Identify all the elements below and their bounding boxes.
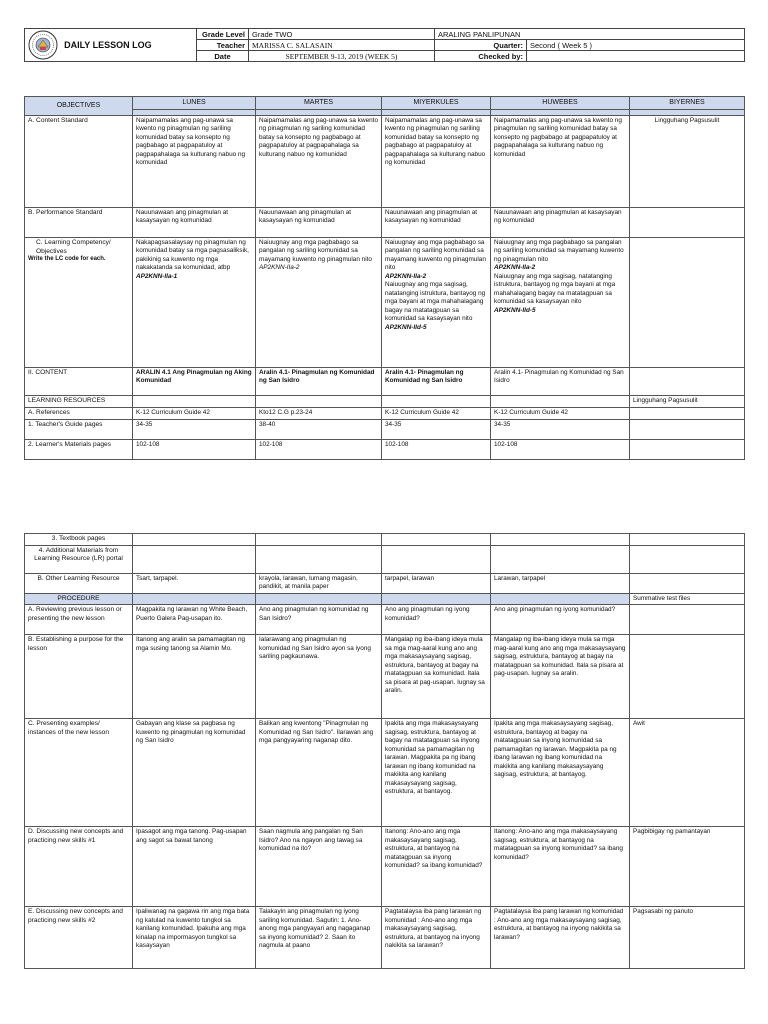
date-label: Date: [197, 51, 249, 62]
table-row: [25, 238, 745, 368]
cell-other-resources-martes: krayola, larawan, lumang magasin, pandikit, at manila paper: [256, 573, 382, 593]
competency-label: C. Learning Competency/ Objectives: [36, 239, 111, 255]
checked-by-value: [527, 51, 745, 62]
cell-presenting-biyernes: Awit: [630, 719, 745, 827]
cell-learning-resources-biyernes: Lingguhang Pagsusulit: [630, 396, 745, 408]
row-label-competency: [25, 238, 133, 368]
row-label-other-resources: B. Other Learning Resource: [25, 573, 133, 593]
cell-teachers-guide-lunes: 34-35: [133, 419, 256, 439]
cell-content-standard-miyerkules: Naipamamalas ang pag-unawa sa kwento ng pinagmulan ng sariling komunidad batay sa konsepto ng pagbabago at pagpapatuloy at pagpapahalaga sa kulturang nabuo ng komunidad: [382, 116, 491, 208]
cell-purpose-huwebes: Mangalap ng iba-ibang ideya mula sa mga mag-aaral kung ano ang mga makasaysayang sagisag, estruktura, bantayog at bagay na matatagpuan sa komunidad. Itala sa pisara at pag-usapan. Iugnay sa aralin.: [491, 635, 630, 719]
document-title: DAILY LESSON LOG: [64, 40, 152, 50]
cell-discussing2-huwebes: Pagtatalaysa iba pang larawan ng komunidad : Ano-ano ang mga makasaysayang sagisag, estruktura, at bantayog na inyong nakikita sa larawan?: [491, 907, 630, 969]
cell-learners-materials-martes: 102-108: [256, 439, 382, 459]
competency-huwebes-text: Naiuugnay ang mga pagbabago sa pangalan ng sariling komunidad sa mayamang kuwento ng pinagmulan nito: [494, 239, 624, 263]
cell-teachers-guide-biyernes: [630, 419, 745, 439]
cell-purpose-martes: Ialarawang ang pinagmulan ng komunidad ng San Isidro ayon sa iyong sariling pagkaunawa.: [256, 635, 382, 719]
competency-note: Write the LC code for each.: [28, 256, 106, 263]
row-label-additional-materials: 4. Additional Materials from Learning Resource (LR) portal: [25, 545, 133, 573]
lesson-table-part2: [24, 533, 745, 969]
competency-martes-code: AP2KNN-IIa-2: [259, 264, 300, 272]
cell-other-resources-huwebes: Larawan, tarpapel: [491, 573, 630, 593]
competency-huwebes-code-2: AP2KNN-IId-5: [494, 306, 536, 314]
competency-huwebes-code: AP2KNN-IIa-2: [494, 264, 536, 272]
competency-huwebes-text-2: Naiuugnay ang mga sagisag, natatanging istruktura, bantayog ng mga bayani at mga mahahalagang bagay na matatagpuan sa komunidad sa kasaysayan nito: [494, 272, 616, 306]
day-header-huwebes: HUWEBES: [491, 97, 630, 110]
cell-reviewing-miyerkules: Ano ang pinagmulan ng iyong komunidad?: [382, 605, 491, 635]
competency-lunes-code: AP2KNN-IIa-1: [136, 272, 178, 280]
row-label-procedure: PROCEDURE: [25, 593, 133, 605]
competency-miyerkules-code-2: AP2KNN-IId-5: [385, 323, 427, 331]
date-value: SEPTEMBER 9-13, 2019 (WEEK 5): [249, 51, 435, 62]
table-row: [25, 719, 745, 827]
cell-presenting-miyerkules: Ipakita ang mga makasaysayang sagisag, estruktura, bantayog at bagay na matatagpuan sa inyong komunidad sa pamamagitan ng larawan. Magpakita pa ng ibang larawan ng ibang komunidad na makikita ang kanilang makasaysayang sagisag, estruktura, at bantayog.: [382, 719, 491, 827]
cell-performance-lunes: Nauunawaan ang pinagmulan at kasaysayan ng komunidad: [133, 208, 256, 238]
competency-miyerkules-text-2: Naiuugnay ang mga sagisag, natatanging istruktura, bantayog ng mga bayani at mga mahahalagang bagay na matatagpuan sa komunidad sa kasaysayan nito: [385, 281, 486, 323]
header-logo-cell: [25, 29, 197, 62]
table-row: [25, 208, 745, 238]
cell-reviewing-lunes: Magpakita ng larawan ng White Beach, Puerto Galera Pag-usapan ito.: [133, 605, 256, 635]
cell-presenting-huwebes: Ipakita ang mga makasaysayang sagisag, estruktura, bantayog at bagay na matatagpuan sa inyong komunidad sa pamamagitan ng larawan. Magpakita pa ng ibang larawan ng ibang komunidad na makikita ang kanilang makasaysayang sagisag, estruktura, at bantayog.: [491, 719, 630, 827]
checked-by-label: Checked by:: [435, 51, 527, 62]
cell-discussing1-miyerkules: Itanong: Ano-ano ang mga makasaysayang sagisag, estruktura, at bantayog na matatagpuan sa inyong komunidad? sa ibang komunidad?: [382, 827, 491, 907]
table-row: [25, 907, 745, 969]
cell-discussing2-lunes: Ipaliwanag na gagawa rin ang mga bata ng katulad na kuwento tungkol sa kanilang komunidad. Ipakuha ang mga kinalap na impormasyon tungkol sa kasaysayan: [133, 907, 256, 969]
cell-learners-materials-lunes: 102-108: [133, 439, 256, 459]
objectives-header: OBJECTIVES: [25, 97, 133, 116]
cell-teachers-guide-huwebes: 34-35: [491, 419, 630, 439]
lesson-table-part1: [24, 96, 745, 460]
day-header-lunes: LUNES: [133, 97, 256, 110]
cell-reviewing-huwebes: Ano ang pinagmulan ng iyong komunidad?: [491, 605, 630, 635]
table-row: [25, 593, 745, 605]
cell-performance-martes: Nauunawaan ang pinagmulan at kasaysayan ng komunidad: [256, 208, 382, 238]
teacher-label: Teacher: [197, 40, 249, 51]
table-row: [25, 396, 745, 408]
cell-performance-miyerkules: Nauunawaan ang pinagmulan at kasaysayan ng komunidad: [382, 208, 491, 238]
row-label-content-standard: A. Content Standard: [25, 116, 133, 208]
table-row: [25, 635, 745, 719]
competency-lunes-text: Nakapagsasalaysay ng pinagmulan ng komunidad batay sa mga pagsasaliksik, pakikinig sa kuwento ng mga nakakatanda sa komunidad, atbp: [136, 239, 249, 272]
cell-content-standard-huwebes: Naipamamalas ang pag-unawa sa kwento ng pinagmulan ng sariling komunidad batay sa konsepto ng pagbabago at pagpapatuloy at pagpapahalaga sa kulturang nabuo ng komunidad: [491, 116, 630, 208]
cell-references-lunes: K-12 Curriculum Guide 42: [133, 408, 256, 420]
cell-discussing1-huwebes: Itanong: Ano-ano ang mga makasaysayang sagisag, estruktura, at bantayog na matatagpuan sa inyong komunidad? sa ibang komunidad?: [491, 827, 630, 907]
row-label-learning-resources: LEARNING RESOURCES: [25, 396, 133, 408]
cell-learners-materials-miyerkules: 102-108: [382, 439, 491, 459]
table-row: [25, 116, 745, 208]
table-row: [25, 827, 745, 907]
row-label-presenting: C. Presenting examples/ instances of the new lesson: [25, 719, 133, 827]
row-label-purpose: B. Establishing a purpose for the lesson: [25, 635, 133, 719]
cell-purpose-biyernes: [630, 635, 745, 719]
cell-references-martes: Kto12 C.G p.23-24: [256, 408, 382, 420]
cell-content-martes: Aralin 4.1- Pinagmulan ng Komunidad ng San Isidro: [256, 368, 382, 396]
cell-teachers-guide-miyerkules: 34-35: [382, 419, 491, 439]
quarter-label: Quarter:: [435, 40, 527, 51]
quarter-value: Second ( Week 5 ): [527, 40, 745, 51]
cell-learners-materials-biyernes: [630, 439, 745, 459]
table-row: [25, 439, 745, 459]
cell-competency-biyernes: [630, 238, 745, 368]
cell-competency-miyerkules: [382, 238, 491, 368]
cell-procedure-biyernes: Summative test files: [630, 593, 745, 605]
cell-discussing2-miyerkules: Pagtatalaysa iba pang larawan ng komunidad : Ano-ano ang mga makasaysayang sagisag, estruktura, at bantayog na inyong nakikita sa larawan?: [382, 907, 491, 969]
row-label-references: A. References: [25, 408, 133, 420]
cell-content-lunes: ARALIN 4.1 Ang Pinagmulan ng Aking Komunidad: [133, 368, 256, 396]
cell-competency-martes: [256, 238, 382, 368]
subject-value: ARALING PANLIPUNAN: [435, 29, 745, 40]
row-label-learners-materials: 2. Learner's Materials pages: [25, 439, 133, 459]
row-label-reviewing: A. Reviewing previous lesson or presenting the new lesson: [25, 605, 133, 635]
cell-content-huwebes: Aralin 4.1- Pinagmulan ng Komunidad ng San Isidro: [491, 368, 630, 396]
cell-references-miyerkules: K-12 Curriculum Guide 42: [382, 408, 491, 420]
cell-content-standard-lunes: Naipamamalas ang pag-unawa sa kwento ng pinagmulan ng sariling komunidad batay sa konsepto ng pagbabago at pagpapatuloy at pagpapahalaga sa kulturang nabuo ng komunidad: [133, 116, 256, 208]
table-row: [25, 573, 745, 593]
row-label-content: II. CONTENT: [25, 368, 133, 396]
table-row: [25, 368, 745, 396]
cell-discussing1-biyernes: Pagbibigay ng pamantayan: [630, 827, 745, 907]
cell-content-miyerkules: Aralin 4.1- Pinagmulan ng Komunidad ng San Isidro: [382, 368, 491, 396]
row-label-discussing-2: E. Discussing new concepts and practicing new skills #2: [25, 907, 133, 969]
cell-performance-biyernes: [630, 208, 745, 238]
cell-reviewing-martes: Ano ang pinagmulan ng komunidad ng San Isidro?: [256, 605, 382, 635]
grade-level-label: Grade Level: [197, 29, 249, 40]
row-label-teachers-guide: 1. Teacher's Guide pages: [25, 419, 133, 439]
cell-references-biyernes: [630, 408, 745, 420]
day-header-miyerkules: MIYERKULES: [382, 97, 491, 110]
cell-teachers-guide-martes: 38-40: [256, 419, 382, 439]
cell-purpose-miyerkules: Mangalap ng iba-ibang ideya mula sa mga mag-aaral kung ano ang mga makasaysayang sagisag, estruktura, bantayog at bagay na matatagpuan sa komunidad. Itala sa pisara at pag-usapan. Iugnay sa aralin.: [382, 635, 491, 719]
row-label-discussing-1: D. Discussing new concepts and practicing new skills #1: [25, 827, 133, 907]
cell-other-resources-lunes: Tsart, tarpapel.: [133, 573, 256, 593]
cell-other-resources-miyerkules: tarpapel, larawan: [382, 573, 491, 593]
competency-miyerkules-text: Naiuugnay ang mga pagbabago sa pangalan ng sariling komunidad sa mayamang kuwento ng pinagmulan nito: [385, 239, 486, 272]
table-row: [25, 534, 745, 546]
row-label-textbook: 3. Textbook pages: [25, 534, 133, 546]
grade-level-value: Grade TWO: [249, 29, 435, 40]
cell-competency-huwebes: [491, 238, 630, 368]
table-row: [25, 408, 745, 420]
row-label-performance-standard: B. Performance Standard: [25, 208, 133, 238]
day-header-biyernes: BIYERNES: [630, 97, 745, 110]
cell-performance-huwebes: Nauunawaan ang pinagmulan at kasaysayan ng komunidad: [491, 208, 630, 238]
table-row: [25, 605, 745, 635]
table-row: [25, 545, 745, 573]
cell-content-standard-martes: Naipamamalas ang pag-unawa sa kwento ng pinagmulan ng sariling komunidad batay sa konsepto ng pagbabago at pagpapatuloy at pagpapahalaga sa kulturang nabuo ng komunidad: [256, 116, 382, 208]
table-row: [25, 419, 745, 439]
cell-learners-materials-huwebes: 102-108: [491, 439, 630, 459]
cell-reviewing-biyernes: [630, 605, 745, 635]
competency-martes-text: Naiuugnay ang mga pagbabago sa pangalan ng sariling komunidad sa mayamang kuwento ng pinagmulan nito: [259, 239, 372, 263]
cell-discussing1-lunes: Ipasagot ang mga tanong. Pag-usapan ang sagot sa bawat tanong: [133, 827, 256, 907]
cell-discussing1-martes: Saan nagmula ang pangalan ng San Isidro? Ano na ngayon ang tawag sa komunidad na ito?: [256, 827, 382, 907]
cell-content-standard-biyernes: Lingguhang Pagsusulit: [630, 116, 745, 208]
cell-competency-lunes: [133, 238, 256, 368]
day-header-martes: MARTES: [256, 97, 382, 110]
cell-discussing2-martes: Talakayin ang pinagmulan ng iyong sariling komunidad. Sagutin: 1. Ano-anong mga pangyayari ang nagaganap sa inyong komunidad? 2. Saan ito nagmula at paano: [256, 907, 382, 969]
cell-presenting-martes: Balikan ang kwentong "Pinagmulan ng Komunidad ng San Isidro". Ilarawan ang mga pangyayaring naganap dito.: [256, 719, 382, 827]
cell-presenting-lunes: Gabayan ang klase sa pagbasa ng kuwento ng pinagmulan ng komunidad ng San Isidro: [133, 719, 256, 827]
cell-discussing2-biyernes: Pagsasabi ng panuto: [630, 907, 745, 969]
header-table: [24, 28, 745, 62]
teacher-value: MARISSA C. SALASAIN: [249, 40, 435, 51]
competency-miyerkules-code: AP2KNN-IIa-2: [385, 272, 427, 280]
deped-seal-icon: [28, 30, 58, 60]
cell-references-huwebes: K-12 Curriculum Guide 42: [491, 408, 630, 420]
cell-other-resources-biyernes: [630, 573, 745, 593]
day-header-row: [25, 97, 745, 110]
cell-content-biyernes: [630, 368, 745, 396]
cell-purpose-lunes: Itanong ang aralin sa pamamagitan ng mga susing tanong sa Alamin Mo.: [133, 635, 256, 719]
